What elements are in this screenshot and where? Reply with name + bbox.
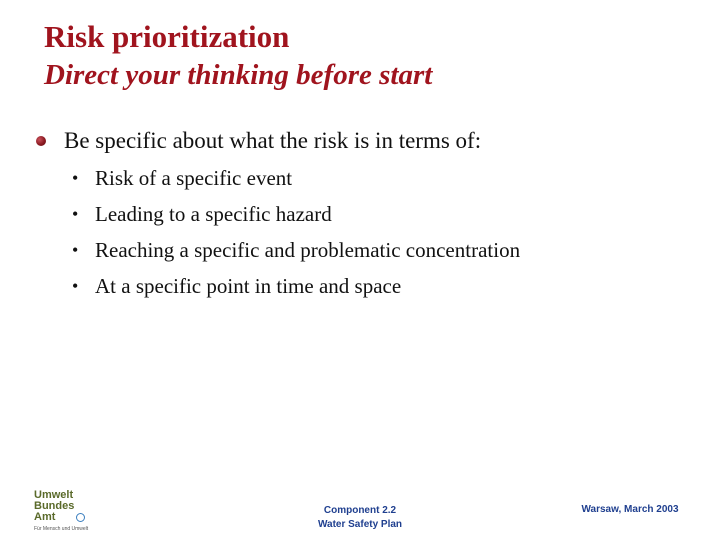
footer-component-line: Water Safety Plan xyxy=(317,519,403,530)
globe-icon xyxy=(76,513,85,522)
bullet-icon: • xyxy=(72,168,79,188)
main-bullet-text: Be specific about what the risk is in terms of: xyxy=(64,128,482,153)
sub-bullet-text: Leading to a specific hazard xyxy=(95,202,332,226)
bullet-dot-icon xyxy=(36,136,46,146)
footer-component xyxy=(300,504,420,532)
footer-date: Warsaw, March 2003 xyxy=(581,504,679,515)
sub-bullet-text: At a specific point in time and space xyxy=(95,274,402,298)
logo-word: Umwelt xyxy=(34,489,74,501)
sub-bullet-text: Reaching a specific and problematic concentration xyxy=(95,238,521,262)
bullet-icon: • xyxy=(72,240,79,260)
logo-tagline: Für Mensch und Umwelt xyxy=(34,526,89,532)
bullet-icon: • xyxy=(72,204,79,224)
sub-bullet-text: Risk of a specific event xyxy=(95,166,293,190)
bullet-icon: • xyxy=(72,276,79,296)
logo-word: Bundes xyxy=(34,500,75,512)
title-block xyxy=(44,18,432,94)
logo-word: Amt xyxy=(34,511,56,523)
footer-component-line: Component 2.2 xyxy=(323,505,397,516)
umweltbundesamt-logo xyxy=(34,490,94,536)
slide-title: Risk prioritization xyxy=(44,19,290,54)
slide-subtitle: Direct your thinking before start xyxy=(44,59,433,91)
